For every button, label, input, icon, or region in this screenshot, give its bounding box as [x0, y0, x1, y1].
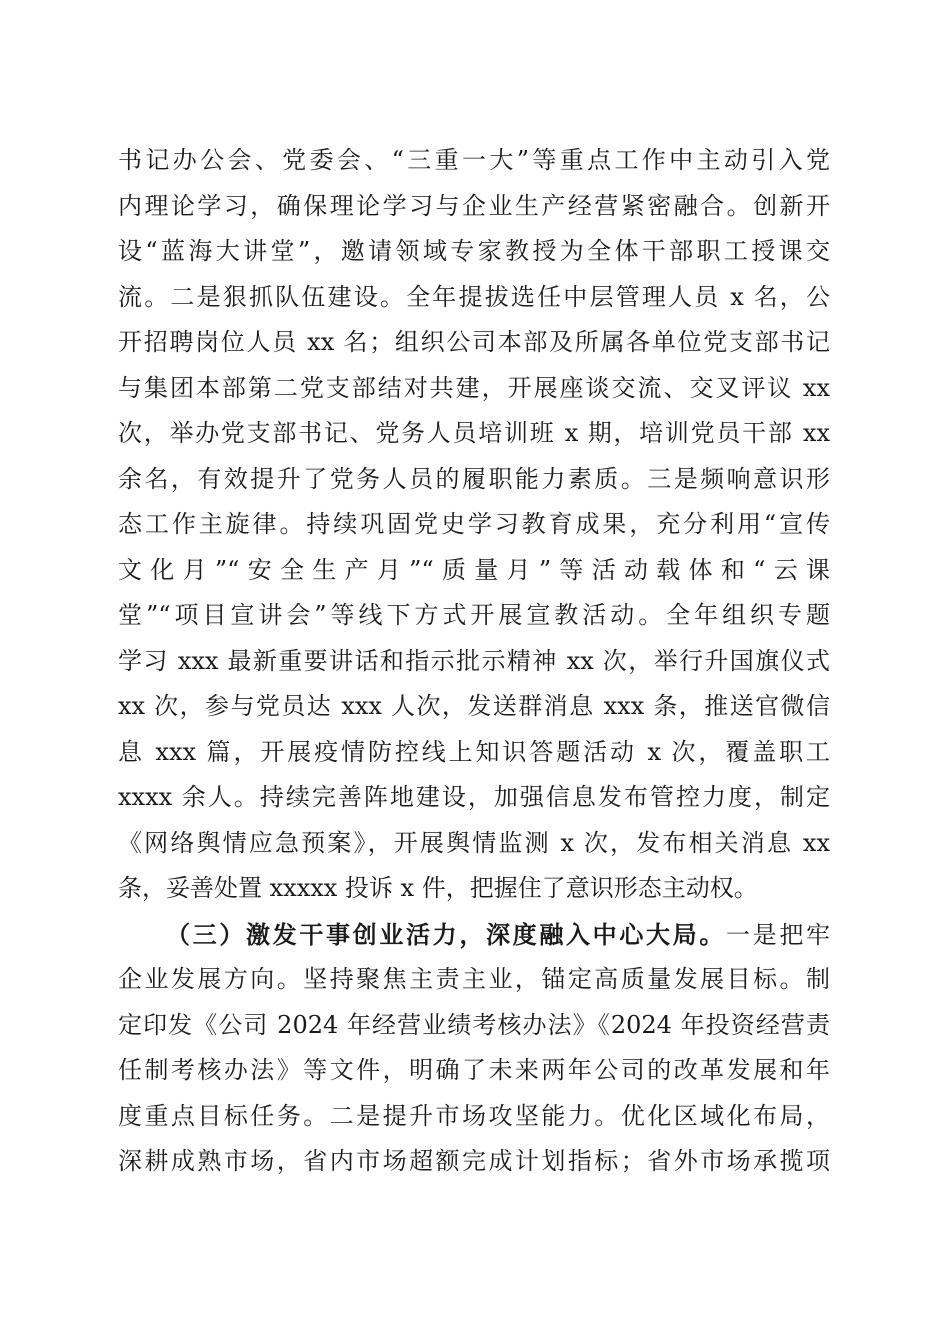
text-line: 《网络舆情应急预案》，开展舆情监测 x 次，发布相关消息 xx [118, 828, 830, 857]
text-line: 余名，有效提升了党务人员的履职能力素质。三是频响意识形 [118, 464, 830, 493]
text-line: 次，举办党支部书记、党务人员培训班 x 期，培训党员干部 xx [118, 419, 830, 447]
paragraph-2 [118, 912, 830, 1185]
text-line: 条，妥善处置 xxxxx 投诉 x 件，把握住了意识形态主动权。 [118, 874, 758, 902]
text-line: 息 xxx 篇，开展疫情防控线上知识答题活动 x 次，覆盖职工 [118, 737, 830, 766]
text-line: 深耕成熟市场，省内市场超额完成计划指标；省外市场承揽项 [118, 1147, 830, 1175]
text-line: 度重点目标任务。二是提升市场攻坚能力。优化区域化布局， [118, 1101, 830, 1130]
document-body [118, 138, 830, 1185]
text-line: 堂”“项目宣讲会”等线下方式开展宣教活动。全年组织专题 [118, 601, 830, 629]
text-line [118, 912, 830, 958]
text-line: 与集团本部第二党支部结对共建，开展座谈交流、交叉评议 xx [118, 373, 830, 402]
section-heading: （三）激发干事创业活力，深度融入中心大局。 [166, 919, 726, 949]
text-line: xx 次，参与党员达 xxx 人次，发送群消息 xxx 条，推送官微信 [118, 692, 830, 720]
text-line: 企业发展方向。坚持聚焦主责主业，锚定高质量发展目标。制 [118, 965, 830, 993]
text-line: 任制考核办法》等文件，明确了未来两年公司的改革发展和年 [118, 1056, 830, 1084]
text-line: 流。二是狠抓队伍建设。全年提拔选任中层管理人员 x 名，公 [118, 282, 830, 311]
text-line: 态工作主旋律。持续巩固党史学习教育成果，充分利用“宣传 [118, 510, 830, 538]
text-line: 定印发《公司 2024 年经营业绩考核办法》《2024 年投资经营责 [118, 1010, 830, 1039]
text-line: xxxx 余人。持续完善阵地建设，加强信息发布管控力度，制定 [118, 783, 830, 811]
text-line: 内理论学习，确保理论学习与企业生产经营紧密融合。创新开 [118, 191, 830, 220]
text-line: 文化月”“安全生产月”“质量月”等活动载体和“云课 [118, 555, 830, 584]
text-line: 书记办公会、党委会、“三重一大”等重点工作中主动引入党 [118, 146, 830, 174]
paragraph-1 [118, 138, 830, 912]
heading-line-rest: 一是把牢 [726, 920, 830, 949]
text-line: 设“蓝海大讲堂”，邀请领域专家教授为全体干部职工授课交 [118, 237, 830, 265]
text-line: 学习 xxx 最新重要讲话和指示批示精神 xx 次，举行升国旗仪式 [118, 646, 830, 675]
text-line: 开招聘岗位人员 xx 名；组织公司本部及所属各单位党支部书记 [118, 328, 830, 356]
